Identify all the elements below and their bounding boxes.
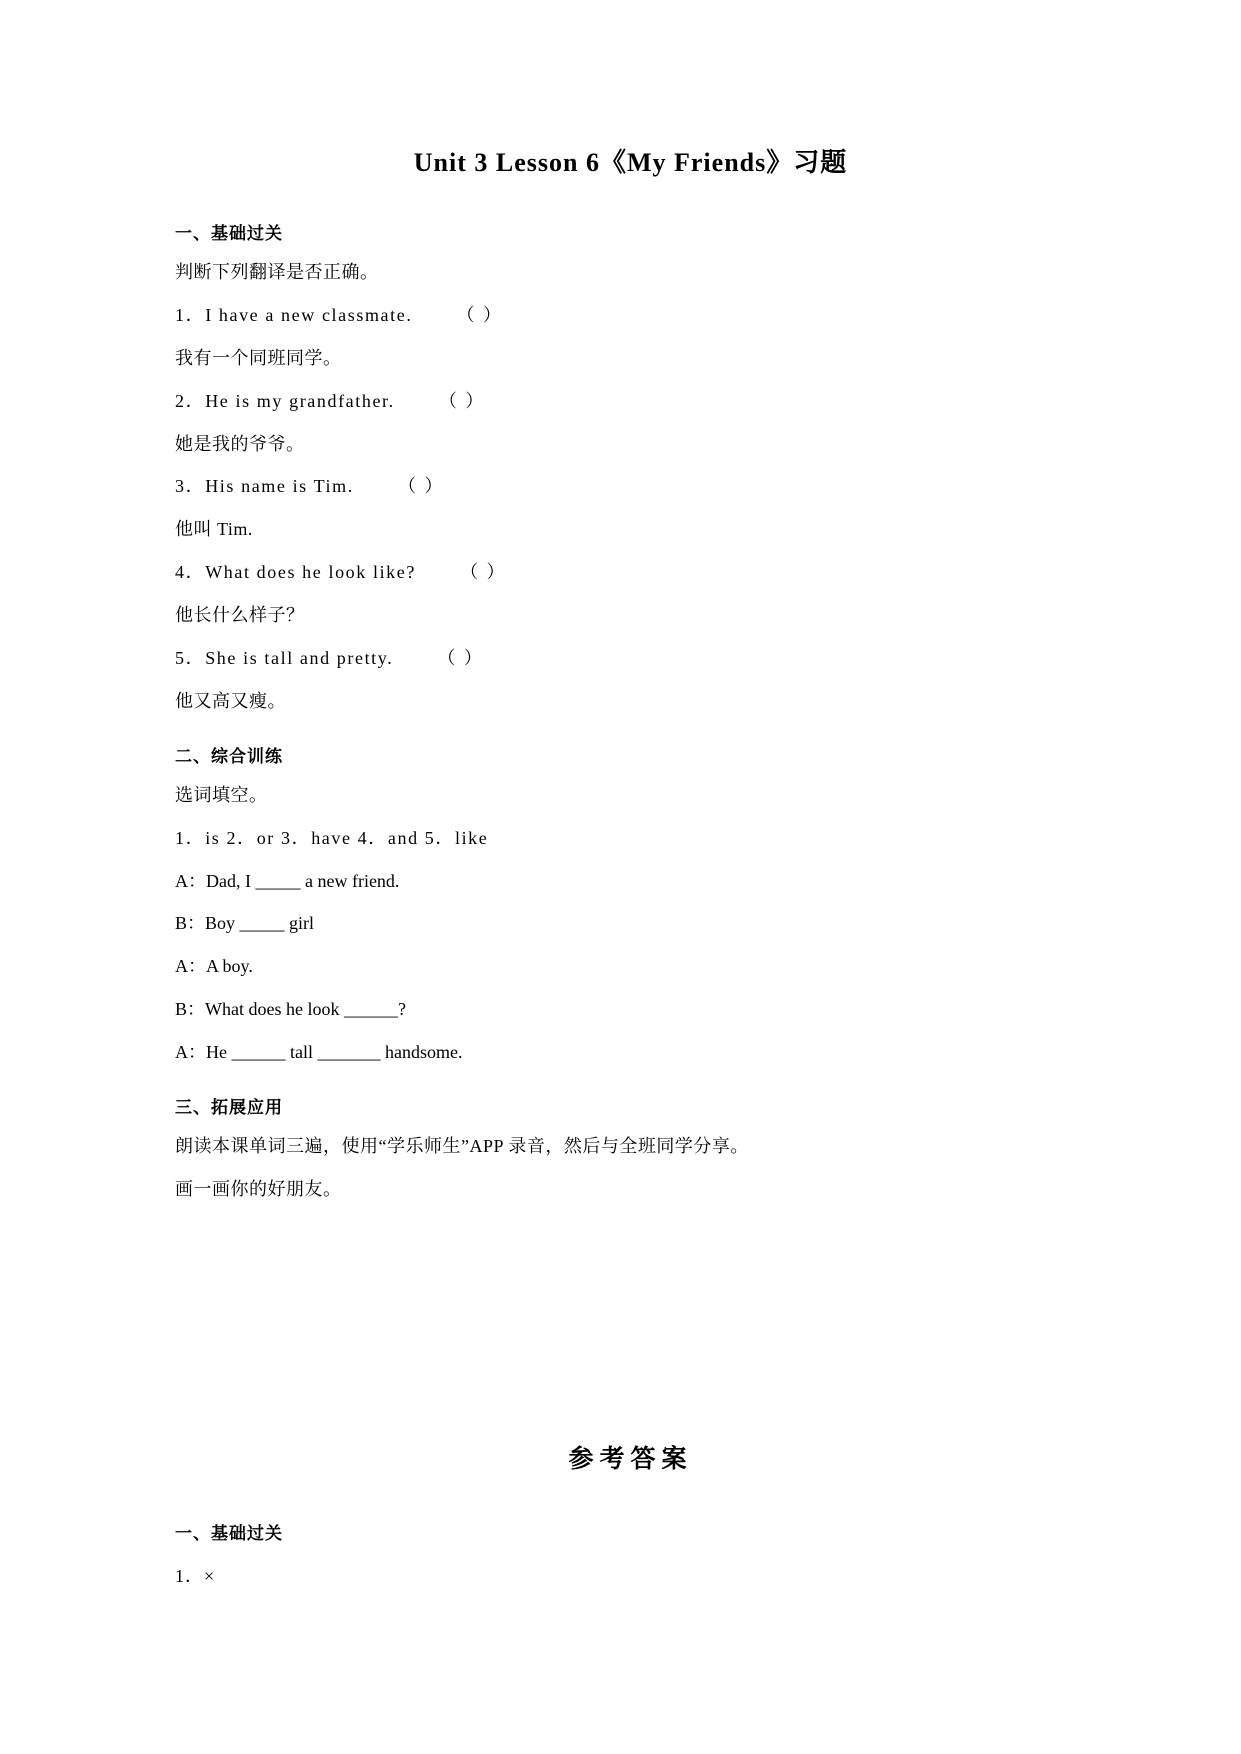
question-text: 3．His name is Tim. <box>175 476 354 497</box>
dialogue-line: A：Dad, I _____ a new friend. <box>175 870 400 891</box>
question-text: 2．He is my grandfather. <box>175 390 395 411</box>
page-title: Unit 3 Lesson 6《My Friends》习题 <box>413 148 848 177</box>
answer-bracket: （ ） <box>437 648 484 669</box>
dialogue-line: A：He ______ tall _______ handsome. <box>175 1042 463 1063</box>
word-bank: 1．is 2．or 3．have 4．and 5．like <box>175 827 489 848</box>
answers-title: 参考答案 <box>568 1443 693 1473</box>
section1-instruction: 判断下列翻译是否正确。 <box>175 262 379 282</box>
dialogue-line: B：Boy _____ girl <box>175 913 315 934</box>
spacer <box>175 1219 1086 1289</box>
question-item <box>175 559 1086 587</box>
question-item <box>175 645 1086 673</box>
extension-line-1: 朗读本课单词三遍，使用“学乐师生”APP 录音，然后与全班同学分享。 <box>175 1136 749 1157</box>
dialogue-line: A：A boy. <box>175 956 253 977</box>
section-heading-basics: 一、基础过关 <box>175 224 283 244</box>
question-text: 4．What does he look like? <box>175 562 416 583</box>
extension-line-2: 画一画你的好朋友。 <box>175 1178 342 1199</box>
section-heading-comprehensive: 二、综合训练 <box>175 746 283 767</box>
section2-instruction: 选词填空。 <box>175 784 268 805</box>
question-translation: 我有一个同班同学。 <box>175 347 342 368</box>
answer-bracket: （ ） <box>397 476 445 497</box>
answer-bracket: （ ） <box>460 562 507 583</box>
question-translation: 他叫 Tim. <box>175 519 253 540</box>
question-text: 1．I have a new classmate. <box>175 304 413 325</box>
question-translation: 她是我的爷爷。 <box>175 433 305 454</box>
section-heading-extension: 三、拓展应用 <box>175 1098 283 1119</box>
answer-bracket: （ ） <box>438 390 486 411</box>
question-translation: 他又高又瘦。 <box>175 690 286 711</box>
question-item <box>175 302 1086 330</box>
question-text: 5．She is tall and pretty. <box>175 648 394 669</box>
answers-section-heading: 一、基础过关 <box>175 1523 283 1544</box>
answer-bracket: （ ） <box>456 304 504 325</box>
question-item <box>175 473 1086 501</box>
answer-item: 1．× <box>175 1565 216 1586</box>
dialogue-line: B：What does he look ______? <box>175 999 406 1020</box>
question-translation: 他长什么样子？ <box>175 605 305 626</box>
question-item <box>175 388 1086 416</box>
